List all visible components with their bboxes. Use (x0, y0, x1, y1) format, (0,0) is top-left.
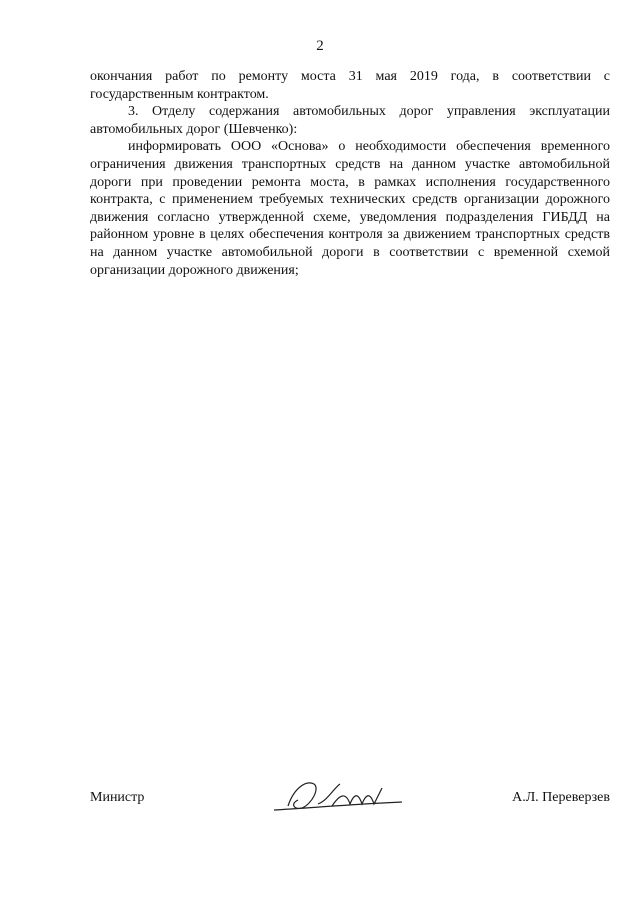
paragraph: информировать ООО «Основа» о необходимости обеспечения временного ограничения движения транспортных средств на данном участке автомобильной дороги при проведении ремонта моста, в рамках исполнения государственного контракта, с применением требуемых технических средств организации дорожного движения согласно утвержденной схеме, уведомления подразделения ГИБДД на районном уровне в целях обеспечения контроля за движением транспортных средств на данном участке автомобильной дороги в соответствии с временной схемой организации дорожного движения; (90, 139, 610, 278)
signature-block (90, 790, 610, 820)
paragraph: окончания работ по ремонту моста 31 мая 2019 года, в соответствии с государственным контрактом. (90, 69, 610, 102)
document-body (90, 68, 610, 279)
signer-title: Министр (90, 790, 145, 805)
paragraph: 3. Отделу содержания автомобильных дорог управления эксплуатации автомобильных дорог (Шевченко): (90, 104, 610, 137)
page-number: 2 (316, 38, 324, 54)
signer-name: А.Л. Переверзев (512, 790, 610, 805)
